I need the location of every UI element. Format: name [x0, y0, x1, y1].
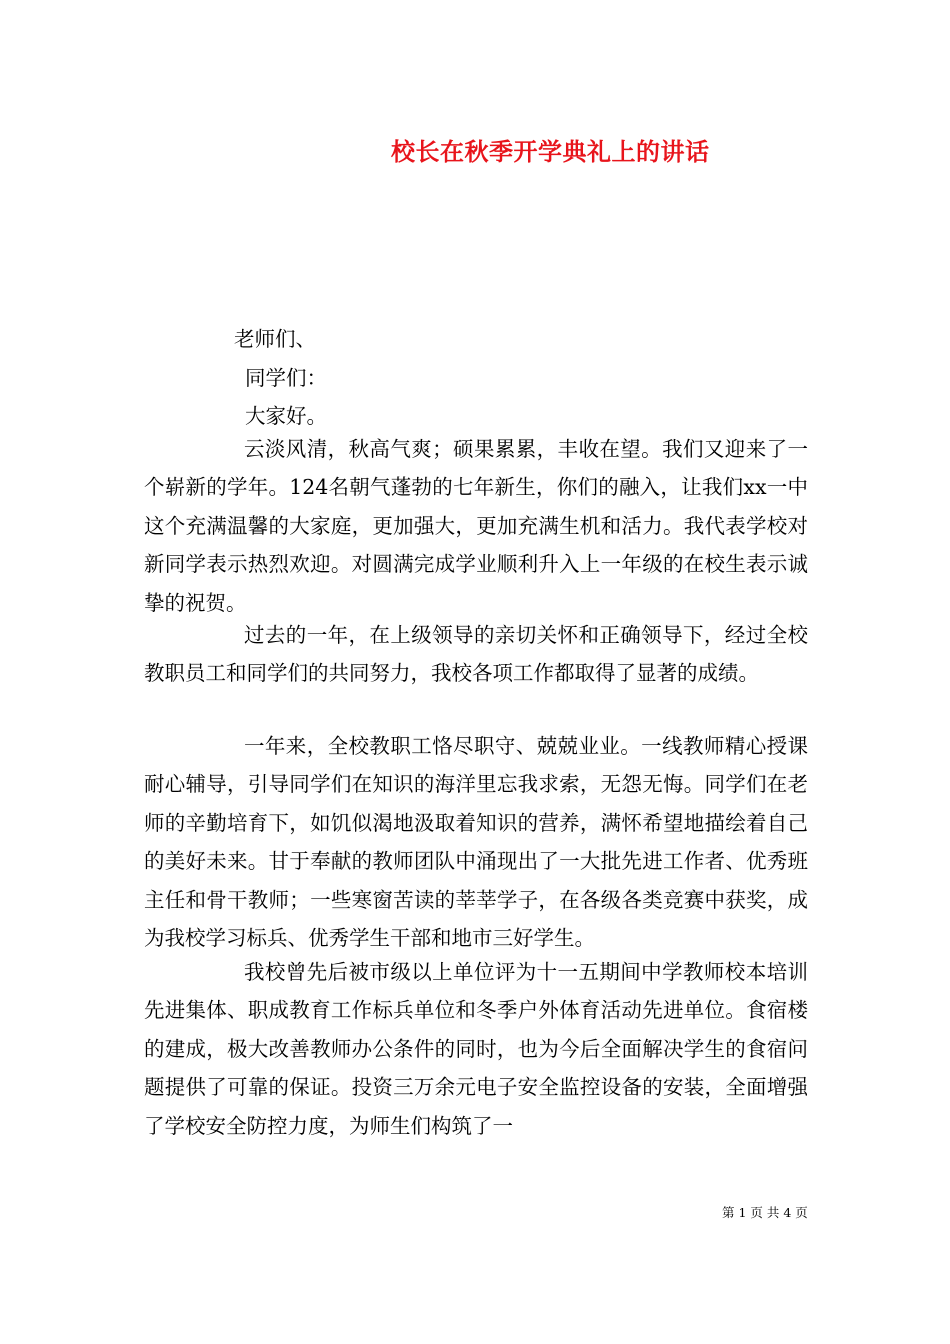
body-paragraph-3: [144, 727, 808, 957]
paragraph-text: 云淡风清，秋高气爽；硕果累累，丰收在望。我们又迎来了一个崭新的学年。124名朝气蓬勃的七年新生，你们的融入，让我们xx一中这个充满温馨的大家庭，更加强大，更加充满生机和活力。我代表学校对新同学表示热烈欢迎。对圆满完成学业顺利升入上一年级的在校生表示诚挚的祝贺。: [144, 437, 808, 615]
page-number-footer: 第 1 页 共 4 页: [722, 1205, 808, 1220]
greeting-students: 同学们：: [245, 366, 327, 390]
body-paragraph-1: [144, 430, 808, 622]
body-paragraph-4: [144, 953, 808, 1145]
paragraph-text: 一年来，全校教职工恪尽职守、兢兢业业。一线教师精心授课耐心辅导，引导同学们在知识的海洋里忘我求索，无怨无悔。同学们在老师的辛勤培育下，如饥似渴地汲取着知识的营养，满怀希望地描绘着自己的美好未来。甘于奉献的教师团队中涌现出了一大批先进工作者、优秀班主任和骨干教师；一些寒窗苦读的莘莘学子，在各级各类竞赛中获奖，成为我校学习标兵、优秀学生干部和地市三好学生。: [144, 734, 808, 951]
document-title: 校长在秋季开学典礼上的讲话: [391, 137, 710, 166]
paragraph-text: 过去的一年，在上级领导的亲切关怀和正确领导下，经过全校教职员工和同学们的共同努力，我校各项工作都取得了显著的成绩。: [144, 623, 808, 686]
paragraph-text: 我校曾先后被市级以上单位评为十一五期间中学教师校本培训先进集体、职成教育工作标兵单位和冬季户外体育活动先进单位。食宿楼的建成，极大改善教师办公条件的同时，也为今后全面解决学生的食宿问题提供了可靠的保证。投资三万余元电子安全监控设备的安装，全面增强了学校安全防控力度，为师生们构筑了一: [144, 960, 808, 1138]
greeting-everyone: 大家好。: [245, 404, 327, 428]
body-paragraph-2: [144, 616, 808, 693]
greeting-teachers: 老师们、: [234, 327, 316, 351]
